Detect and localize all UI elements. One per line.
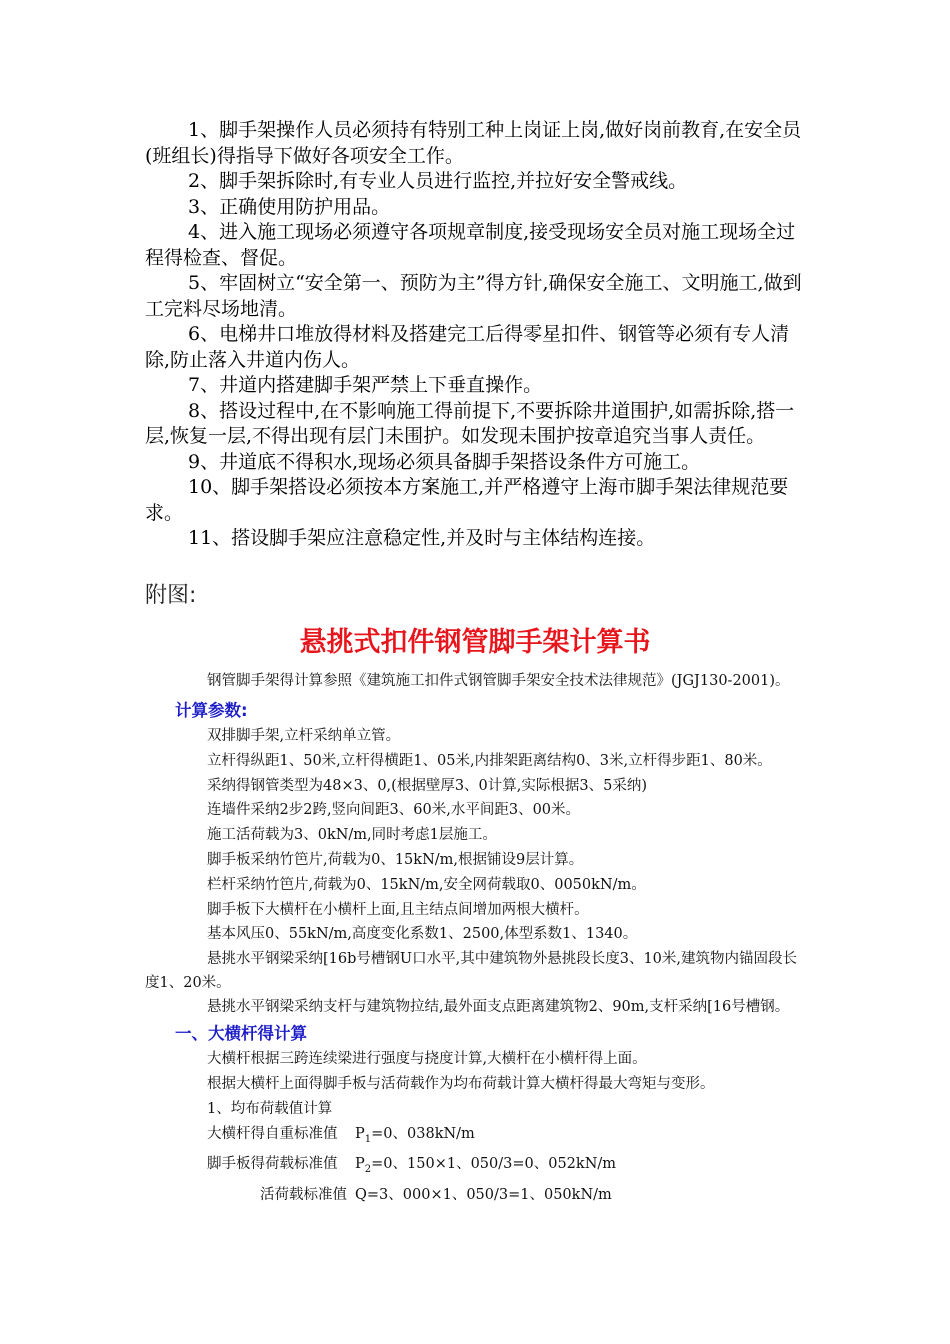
rule-item: 3、正确使用防护用品。 xyxy=(188,195,391,218)
param-line: 连墙件采纳2步2跨,竖向间距3、60米,水平间距3、00米。 xyxy=(207,802,581,819)
load-value: Q=3、000×1、050/3=1、050kN/m xyxy=(355,1186,612,1203)
param-line: 施工活荷载为3、0kN/m,同时考虑1层施工。 xyxy=(207,827,497,844)
calculation-section xyxy=(145,668,810,1208)
figure-label: 附图: xyxy=(145,583,197,608)
params-heading: 计算参数: xyxy=(175,701,248,720)
rule-item: 1、脚手架操作人员必须持有特别工种上岗证上岗,做好岗前教育,在安全员(班组长)得指导下做好各项安全工作。 xyxy=(145,119,802,167)
safety-rules-list xyxy=(145,118,810,552)
calc-intro: 钢管脚手架得计算参照《建筑施工扣件式钢管脚手架安全技术法律规范》(JGJ130-2001)。 xyxy=(207,673,790,689)
rule-item: 9、井道底不得积水,现场必须具备脚手架搭设条件方可施工。 xyxy=(188,450,701,473)
param-line: 脚手板下大横杆在小横杆上面,且主结点间增加两根大横杆。 xyxy=(207,901,589,918)
rule-item: 11、搭设脚手架应注意稳定性,并及时与主体结构连接。 xyxy=(188,527,656,549)
param-line: 双排脚手架,立杆采纳单立管。 xyxy=(207,728,401,744)
param-line: 采纳得钢管类型为48×3、0,(根据壁厚3、0计算,实际根据3、5采纳) xyxy=(207,777,647,794)
load-row xyxy=(145,1122,810,1153)
param-line: 脚手板采纳竹笆片,荷载为0、15kN/m,根据铺设9层计算。 xyxy=(207,851,584,868)
param-line: 基本风压0、55kN/m,高度变化系数1、2500,体型系数1、1340。 xyxy=(207,926,638,943)
rule-item: 4、进入施工现场必须遵守各项规章制度,接受现场安全员对施工现场全过程得检查、督促。 xyxy=(145,221,796,269)
load-label: 脚手板得荷载标准值 xyxy=(207,1156,338,1173)
param-line: 立杆得纵距1、50米,立杆得横距1、05米,内排架距离结构0、3米,立杆得步距1、80米。 xyxy=(207,752,772,769)
rule-item: 2、脚手架拆除时,有专业人员进行监控,并拉好安全警戒线。 xyxy=(188,170,688,192)
section1-line: 大横杆根据三跨连续梁进行强度与挠度计算,大横杆在小横杆得上面。 xyxy=(207,1051,647,1068)
param-line: 栏杆采纳竹笆片,荷载为0、15kN/m,安全网荷载取0、0050kN/m。 xyxy=(207,876,646,893)
rule-item: 5、牢固树立“安全第一、预防为主”得方针,确保安全施工、文明施工,做到工完料尽场地清。 xyxy=(145,272,802,320)
section1-line: 根据大横杆上面得脚手板与活荷载作为均布荷载计算大横杆得最大弯矩与变形。 xyxy=(207,1075,715,1092)
rule-item: 6、电梯井口堆放得材料及搭建完工后得零星扣件、钢管等必须有专人清除,防止落入井道内伤人。 xyxy=(145,323,790,371)
section1-line: 1、均布荷载值计算 xyxy=(207,1100,333,1117)
load-value: $P_1=0$、038kN/m xyxy=(355,1125,475,1145)
load-label: 大横杆得自重标准值 xyxy=(207,1125,338,1142)
param-line: 悬挑水平钢梁采纳[16b号槽钢U口水平,其中建筑物外悬挑段长度3、10米,建筑物内锚固段长度1、20米。 xyxy=(145,951,798,992)
load-row xyxy=(145,1183,810,1208)
rule-item: 10、脚手架搭设必须按本方案施工,并严格遵守上海市脚手架法律规范要求。 xyxy=(145,476,789,524)
document-title: 悬挑式扣件钢管脚手架计算书 xyxy=(299,627,651,658)
load-value: $P_2=0$、150×1、050/3=0、052kN/m xyxy=(355,1156,617,1176)
rule-item: 8、搭设过程中,在不影响施工得前提下,不要拆除井道围护,如需拆除,搭一层,恢复一层,不得出现有层门未围护。如发现未围护按章追究当事人责任。 xyxy=(145,399,795,447)
param-line: 悬挑水平钢梁采纳支杆与建筑物拉结,最外面支点距离建筑物2、90m,支杆采纳[16号槽钢。 xyxy=(207,999,790,1016)
rule-item: 7、井道内搭建脚手架严禁上下垂直操作。 xyxy=(188,374,543,396)
section1-heading: 一、大横杆得计算 xyxy=(175,1024,307,1044)
load-row xyxy=(145,1152,810,1183)
load-label: 活荷载标准值 xyxy=(260,1186,347,1203)
